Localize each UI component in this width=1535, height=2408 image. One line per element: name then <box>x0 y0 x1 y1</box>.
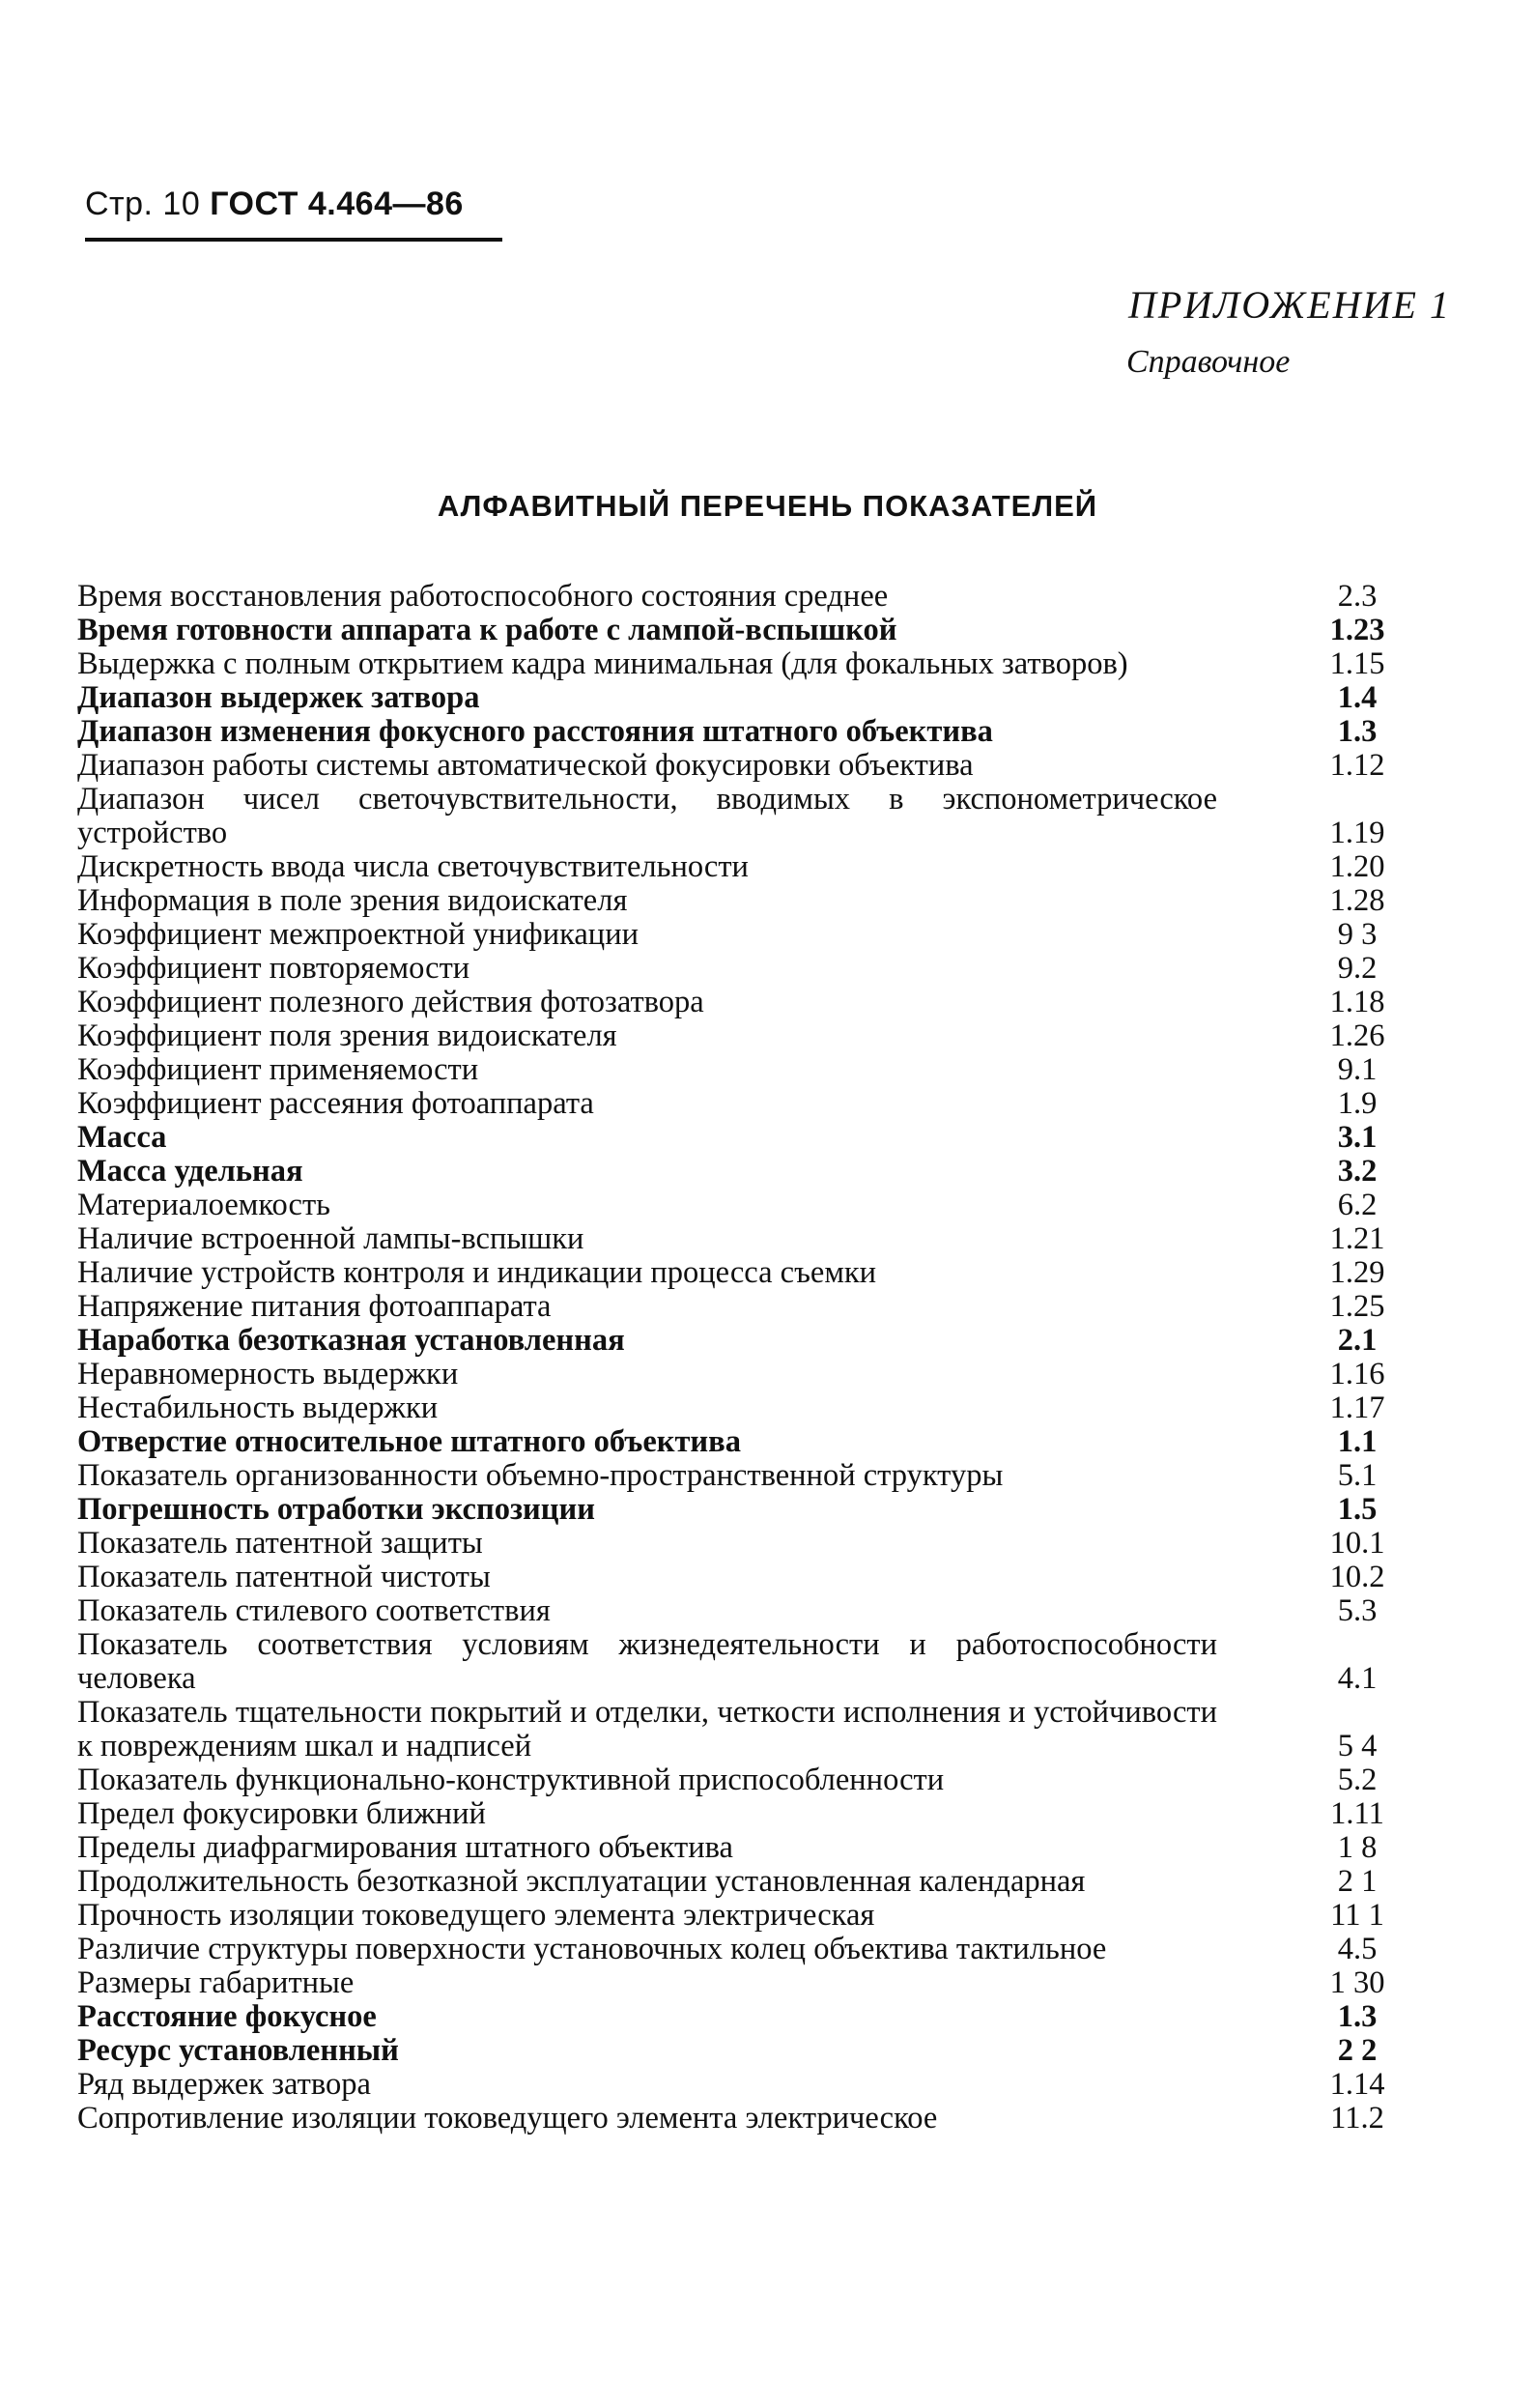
index-entry-ref: 3.1 <box>1337 1120 1378 1155</box>
index-entry-text: Время восстановления работоспособного состояния среднее <box>77 579 889 614</box>
index-entry-ref: 9.2 <box>1337 951 1378 986</box>
index-entry-ref: 9.1 <box>1337 1052 1378 1087</box>
index-entry-ref: 3.2 <box>1337 1154 1378 1189</box>
index-entry-ref: 1.18 <box>1329 985 1385 1019</box>
index-entry <box>77 918 1430 952</box>
index-entry-ref: 1.9 <box>1337 1086 1378 1121</box>
index-entry <box>77 952 1430 986</box>
index-entry-text: Диапазон изменения фокусного расстояния штатного объектива <box>77 714 993 749</box>
index-entry-ref: 1.20 <box>1329 849 1385 884</box>
index-entry-text: Размеры габаритные <box>77 1965 355 2000</box>
index-entry-text: Расстояние фокусное <box>77 1999 377 2034</box>
index-entry <box>77 1155 1430 1189</box>
index-entry-ref: 1.11 <box>1330 1796 1384 1831</box>
index-entry-ref: 1.3 <box>1337 1999 1378 2034</box>
index-entry-text: Показатель стилевого соответствия <box>77 1593 551 1628</box>
standard-code: ГОСТ 4.464—86 <box>210 186 464 222</box>
index-entry-ref: 1.12 <box>1329 748 1385 783</box>
index-entry-text: Показатель патентной чистоты <box>77 1560 491 1594</box>
index-entry-ref: 1.14 <box>1329 2067 1385 2102</box>
index-entry-text: Показатель организованности объемно-пространственной структуры <box>77 1458 1004 1493</box>
index-entry-text: Погрешность отработки экспозиции <box>77 1492 595 1527</box>
index-entry-text: Неравномерность выдержки <box>77 1357 459 1391</box>
index-entry-text: Прочность изоляции токоведущего элемента электрическая <box>77 1898 875 1933</box>
index-entry <box>77 1256 1430 1290</box>
index-entry <box>77 749 1430 783</box>
index-entry <box>77 1324 1430 1358</box>
index-entry-text: Диапазон выдержек затвора <box>77 680 480 715</box>
page-number: Стр. 10 <box>85 186 201 222</box>
index-entry-text: Ресурс установленный <box>77 2033 399 2068</box>
index-entry-ref: 1.28 <box>1329 883 1385 918</box>
index-entry-text: Масса удельная <box>77 1154 303 1189</box>
index-entry-ref: 1 30 <box>1329 1965 1385 2000</box>
index-entry-ref: 2.3 <box>1337 579 1378 614</box>
index-entry-text: Коэффициент рассеяния фотоаппарата <box>77 1086 594 1121</box>
index-entry-ref: 1.3 <box>1337 714 1378 749</box>
index-entry <box>77 1189 1430 1222</box>
index-entry-text: Коэффициент применяемости <box>77 1052 479 1087</box>
index-entry-text: Наличие устройств контроля и индикации процесса съемки <box>77 1255 877 1290</box>
section-title: АЛФАВИТНЫЙ ПЕРЕЧЕНЬ ПОКАЗАТЕЛЕЙ <box>437 489 1098 523</box>
index-entry <box>77 1391 1430 1425</box>
index-entry-ref: 4.5 <box>1337 1932 1378 1966</box>
index-entry-text: Выдержка с полным открытием кадра минимальная (для фокальных затворов) <box>77 646 1128 681</box>
index-entry-ref: 5.1 <box>1337 1458 1378 1493</box>
index-entry-ref: 1 8 <box>1337 1830 1378 1865</box>
index-entry-ref: 1.21 <box>1329 1221 1385 1256</box>
index-entry-text: Ряд выдержек затвора <box>77 2067 371 2102</box>
index-entry-text: Коэффициент повторяемости <box>77 951 470 986</box>
index-entry-ref: 1.15 <box>1329 646 1385 681</box>
alphabetical-index <box>77 580 1430 2136</box>
running-head <box>85 186 464 223</box>
index-entry-text: Наработка безотказная установленная <box>77 1323 625 1358</box>
index-entry-text: Показатель патентной защиты <box>77 1526 483 1561</box>
index-entry-text: Показатель соответствия условиям жизнедеятельности и работоспособности человека <box>77 1627 1217 1696</box>
index-entry-text: Информация в поле зрения видоискателя <box>77 883 628 918</box>
index-entry <box>77 1087 1430 1121</box>
index-entry-text: Продолжительность безотказной эксплуатации установленная календарная <box>77 1864 1086 1899</box>
index-entry <box>77 1966 1430 2000</box>
index-entry <box>77 1594 1430 1628</box>
index-entry <box>77 614 1430 647</box>
index-entry <box>77 2068 1430 2102</box>
index-entry-text: Отверстие относительное штатного объектива <box>77 1424 741 1459</box>
index-entry-text: Различие структуры поверхности установочных колец объектива тактильное <box>77 1932 1107 1966</box>
index-entry-ref: 1.17 <box>1329 1390 1385 1425</box>
index-entry <box>77 986 1430 1019</box>
index-entry-ref: 10.1 <box>1329 1526 1385 1561</box>
index-entry-text: Сопротивление изоляции токоведущего элемента электрическое <box>77 2101 938 2136</box>
index-entry <box>77 1899 1430 1933</box>
index-entry <box>77 783 1430 850</box>
index-entry-ref: 2 2 <box>1337 2033 1378 2068</box>
index-entry <box>77 1933 1430 1966</box>
index-entry-ref: 5 4 <box>1337 1729 1378 1763</box>
index-entry <box>77 850 1430 884</box>
index-entry <box>77 681 1430 715</box>
index-entry <box>77 1696 1430 1763</box>
index-entry <box>77 2034 1430 2068</box>
index-entry-ref: 1.23 <box>1329 613 1385 647</box>
index-entry <box>77 715 1430 749</box>
index-entry <box>77 647 1430 681</box>
index-entry <box>77 1222 1430 1256</box>
index-entry <box>77 1459 1430 1493</box>
index-entry-text: Показатель функционально-конструктивной приспособленности <box>77 1763 945 1797</box>
index-entry-ref: 2.1 <box>1337 1323 1378 1358</box>
index-entry <box>77 1493 1430 1527</box>
index-entry-ref: 11 1 <box>1330 1898 1384 1933</box>
appendix-subtitle: Справочное <box>1126 344 1291 380</box>
index-entry-ref: 6.2 <box>1337 1188 1378 1222</box>
appendix-title: ПРИЛОЖЕНИЕ 1 <box>1128 283 1451 327</box>
index-entry <box>77 1358 1430 1391</box>
index-entry-text: Диапазон работы системы автоматической фокусировки объектива <box>77 748 974 783</box>
index-entry-ref: 1.4 <box>1337 680 1378 715</box>
index-entry <box>77 1290 1430 1324</box>
index-entry-ref: 2 1 <box>1337 1864 1378 1899</box>
index-entry-text: Показатель тщательности покрытий и отделки, четкости исполнения и устойчивости к повреждениям шкал и надписей <box>77 1695 1217 1763</box>
index-entry-ref: 1.26 <box>1329 1018 1385 1053</box>
index-entry-text: Коэффициент полезного действия фотозатвора <box>77 985 704 1019</box>
index-entry <box>77 1797 1430 1831</box>
index-entry <box>77 1831 1430 1865</box>
index-entry-ref: 1.1 <box>1337 1424 1378 1459</box>
index-entry-ref: 5.3 <box>1337 1593 1378 1628</box>
index-entry-ref: 1.25 <box>1329 1289 1385 1324</box>
index-entry-text: Материалоемкость <box>77 1188 330 1222</box>
index-entry-ref: 9 3 <box>1337 917 1378 952</box>
index-entry-text: Наличие встроенной лампы-вспышки <box>77 1221 584 1256</box>
index-entry-text: Предел фокусировки ближний <box>77 1796 486 1831</box>
index-entry <box>77 1527 1430 1561</box>
index-entry <box>77 2000 1430 2034</box>
index-entry-text: Диапазон чисел светочувствительности, вводимых в экспонометрическое устройство <box>77 782 1217 850</box>
index-entry-ref: 5.2 <box>1337 1763 1378 1797</box>
index-entry-ref: 10.2 <box>1329 1560 1385 1594</box>
index-entry <box>77 2102 1430 2136</box>
index-entry-text: Нестабильность выдержки <box>77 1390 439 1425</box>
index-entry <box>77 1425 1430 1459</box>
index-entry-text: Напряжение питания фотоаппарата <box>77 1289 552 1324</box>
index-entry <box>77 1121 1430 1155</box>
index-entry <box>77 1865 1430 1899</box>
index-entry-text: Дискретность ввода числа светочувствительности <box>77 849 749 884</box>
index-entry-text: Время готовности аппарата к работе с лампой-вспышкой <box>77 613 897 647</box>
index-entry-ref: 1.5 <box>1337 1492 1378 1527</box>
index-entry <box>77 1628 1430 1696</box>
header-rule <box>85 238 502 242</box>
index-entry-ref: 1.19 <box>1329 816 1385 850</box>
index-entry <box>77 884 1430 918</box>
index-entry-text: Коэффициент поля зрения видоискателя <box>77 1018 617 1053</box>
index-entry-ref: 1.29 <box>1329 1255 1385 1290</box>
index-entry-ref: 4.1 <box>1337 1661 1378 1696</box>
index-entry <box>77 1763 1430 1797</box>
index-entry-ref: 11.2 <box>1330 2101 1384 2136</box>
index-entry-text: Пределы диафрагмирования штатного объектива <box>77 1830 733 1865</box>
index-entry-text: Масса <box>77 1120 167 1155</box>
index-entry <box>77 580 1430 614</box>
index-entry <box>77 1019 1430 1053</box>
index-entry <box>77 1053 1430 1087</box>
index-entry-text: Коэффициент межпроектной унификации <box>77 917 639 952</box>
index-entry <box>77 1561 1430 1594</box>
index-entry-ref: 1.16 <box>1329 1357 1385 1391</box>
